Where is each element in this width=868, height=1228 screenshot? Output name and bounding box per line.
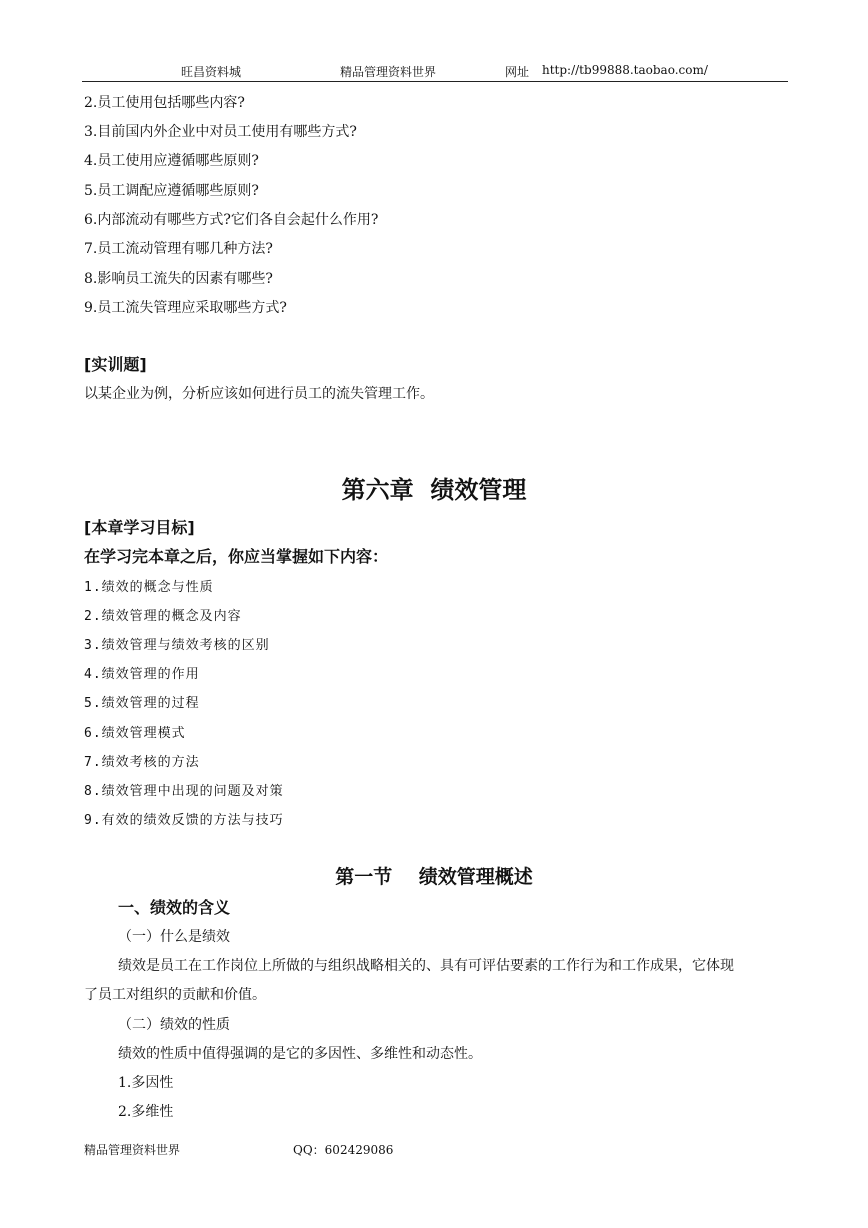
objectives-heading: [本章学习目标] <box>84 518 195 537</box>
question-9: 9.员工流失管理应采取哪些方式? <box>84 300 287 316</box>
section-title: 第一节 绩效管理概述 <box>335 866 533 888</box>
header-url-link[interactable]: http://tb99888.taobao.com/ <box>542 63 708 77</box>
objective-item: 5.绩效管理的过程 <box>84 696 200 711</box>
objective-item: 9.有效的绩效反馈的方法与技巧 <box>84 813 284 828</box>
question-6: 6.内部流动有哪些方式?它们各自会起什么作用? <box>84 212 379 228</box>
question-2: 2.员工使用包括哪些内容? <box>84 95 245 111</box>
objective-item: 1.绩效的概念与性质 <box>84 580 214 595</box>
subsection-heading: 一、绩效的含义 <box>118 898 231 917</box>
paragraph-line: 了员工对组织的贡献和价值。 <box>84 987 266 1003</box>
question-3: 3.目前国内外企业中对员工使用有哪些方式? <box>84 124 357 140</box>
objective-item: 6.绩效管理模式 <box>84 726 186 741</box>
question-5: 5.员工调配应遵循哪些原则? <box>84 183 259 199</box>
footer-qq: QQ：602429086 <box>293 1143 394 1157</box>
sub-subsection-heading: （一）什么是绩效 <box>118 929 230 945</box>
list-item: 1.多因性 <box>118 1075 174 1091</box>
objective-item: 3.绩效管理与绩效考核的区别 <box>84 638 270 653</box>
header-site-name: 旺昌资料城 <box>181 65 242 79</box>
header-rule <box>82 81 788 82</box>
chapter-title: 第六章 绩效管理 <box>341 475 527 504</box>
list-item: 2.多维性 <box>118 1104 174 1120</box>
objective-item: 7.绩效考核的方法 <box>84 755 200 770</box>
objective-item: 4.绩效管理的作用 <box>84 667 200 682</box>
practice-heading: [实训题] <box>84 355 147 374</box>
practice-text: 以某企业为例，分析应该如何进行员工的流失管理工作。 <box>84 386 434 402</box>
paragraph: 绩效的性质中值得强调的是它的多因性、多维性和动态性。 <box>118 1046 482 1062</box>
header-center-title: 精品管理资料世界 <box>340 65 437 79</box>
question-7: 7.员工流动管理有哪几种方法? <box>84 241 273 257</box>
objectives-intro: 在学习完本章之后，你应当掌握如下内容： <box>84 547 389 566</box>
footer-site-name: 精品管理资料世界 <box>84 1143 181 1157</box>
header-url-label: 网址 <box>505 65 530 79</box>
question-8: 8.影响员工流失的因素有哪些? <box>84 271 273 287</box>
sub-subsection-heading: （二）绩效的性质 <box>118 1017 230 1033</box>
question-4: 4.员工使用应遵循哪些原则? <box>84 153 259 169</box>
objective-item: 2.绩效管理的概念及内容 <box>84 609 242 624</box>
objective-item: 8.绩效管理中出现的问题及对策 <box>84 784 284 799</box>
paragraph-line: 绩效是员工在工作岗位上所做的与组织战略相关的、具有可评估要素的工作行为和工作成果，它体现 <box>118 958 734 974</box>
